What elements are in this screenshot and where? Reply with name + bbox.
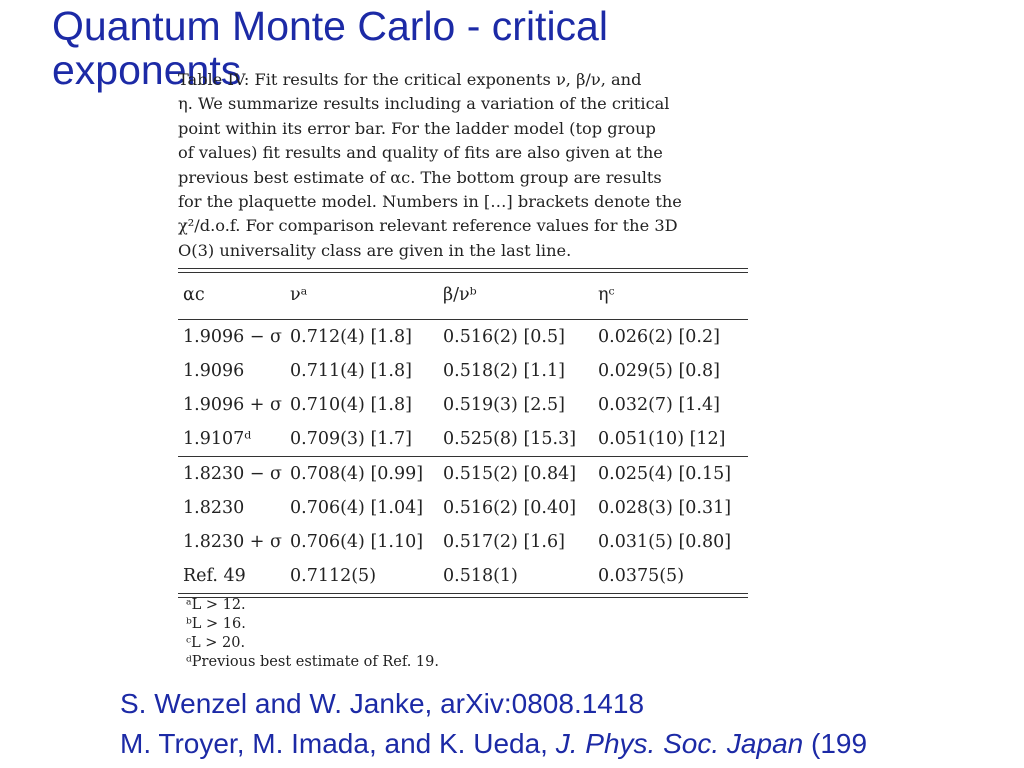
header-eta: ηᶜ [598, 285, 615, 305]
cell-nu: 0.710(4) [1.8] [290, 395, 412, 415]
cell-alpha-c: 1.9096 − σ [183, 327, 282, 347]
results-table [178, 268, 748, 598]
cell-eta: 0.0375(5) [598, 566, 685, 586]
cell-alpha-c: 1.9096 [183, 361, 245, 381]
cell-alpha-c: 1.9096 + σ [183, 395, 282, 415]
cell-nu: 0.706(4) [1.10] [290, 532, 424, 552]
cell-beta-over-nu: 0.516(2) [0.40] [443, 498, 577, 518]
cell-nu: 0.709(3) [1.7] [290, 429, 412, 449]
cell-eta: 0.032(7) [1.4] [598, 395, 720, 415]
cell-alpha-c: 1.9107ᵈ [183, 429, 252, 449]
cell-beta-over-nu: 0.525(8) [15.3] [443, 429, 577, 449]
table-row [178, 559, 748, 593]
cell-alpha-c: Ref. 49 [183, 566, 246, 586]
table-row [178, 354, 748, 388]
cell-nu: 0.712(4) [1.8] [290, 327, 412, 347]
caption-line: χ²/d.o.f. For comparison relevant reference values for the 3D [178, 216, 678, 236]
table-row [178, 320, 748, 354]
reference-2 [120, 724, 867, 764]
cell-nu: 0.708(4) [0.99] [290, 464, 424, 484]
slide-title-line-1: Quantum Monte Carlo - critical [52, 3, 608, 49]
caption-line: η. We summarize results including a variation of the critical [178, 94, 670, 114]
table-row [178, 422, 748, 456]
cell-beta-over-nu: 0.518(1) [443, 566, 518, 586]
cell-eta: 0.025(4) [0.15] [598, 464, 732, 484]
reference-2-year: (199 [803, 728, 868, 759]
reference-2-journal: J. Phys. Soc. Japan [555, 728, 804, 759]
table-caption [178, 68, 748, 263]
table-row [178, 491, 748, 525]
caption-line: of values) fit results and quality of fits are also given at the [178, 143, 663, 163]
caption-line: Table IV: Fit results for the critical exponents ν, β/ν, and [178, 70, 642, 89]
table-footnotes [186, 596, 439, 672]
cell-nu: 0.711(4) [1.8] [290, 361, 412, 381]
header-alpha-c: αc [183, 285, 205, 305]
cell-beta-over-nu: 0.517(2) [1.6] [443, 532, 565, 552]
footnote: ᵇL > 16. [186, 616, 246, 632]
reference-1: S. Wenzel and W. Janke, arXiv:0808.1418 [120, 688, 645, 719]
cell-beta-over-nu: 0.515(2) [0.84] [443, 464, 577, 484]
cell-eta: 0.031(5) [0.80] [598, 532, 732, 552]
header-nu: νᵃ [290, 285, 308, 305]
cell-alpha-c: 1.8230 + σ [183, 532, 282, 552]
cell-eta: 0.026(2) [0.2] [598, 327, 720, 347]
cell-beta-over-nu: 0.516(2) [0.5] [443, 327, 565, 347]
cell-alpha-c: 1.8230 [183, 498, 245, 518]
table-row [178, 388, 748, 422]
cell-eta: 0.028(3) [0.31] [598, 498, 732, 518]
table-row [178, 457, 748, 491]
cell-beta-over-nu: 0.518(2) [1.1] [443, 361, 565, 381]
cell-alpha-c: 1.8230 − σ [183, 464, 282, 484]
slide-title-line-2: exponents [52, 47, 242, 93]
footnote: ᵈPrevious best estimate of Ref. 19. [186, 654, 439, 670]
header-beta-over-nu: β/νᵇ [443, 285, 477, 305]
table-row [178, 525, 748, 559]
footnote: ᶜL > 20. [186, 635, 246, 651]
caption-line: for the plaquette model. Numbers in […] brackets denote the [178, 192, 682, 212]
cell-eta: 0.029(5) [0.8] [598, 361, 720, 381]
reference-2-authors: M. Troyer, M. Imada, and K. Ueda, [120, 728, 556, 759]
caption-line: point within its error bar. For the ladder model (top group [178, 118, 656, 138]
cell-beta-over-nu: 0.519(3) [2.5] [443, 395, 565, 415]
references [120, 684, 867, 764]
cell-eta: 0.051(10) [12] [598, 429, 726, 449]
cell-nu: 0.706(4) [1.04] [290, 498, 424, 518]
footnote: ᵃL > 12. [186, 597, 246, 613]
table-header-row [178, 273, 748, 319]
caption-line: O(3) universality class are given in the last line. [178, 240, 572, 260]
cell-nu: 0.7112(5) [290, 566, 377, 586]
caption-line: previous best estimate of αc. The bottom group are results [178, 167, 662, 187]
